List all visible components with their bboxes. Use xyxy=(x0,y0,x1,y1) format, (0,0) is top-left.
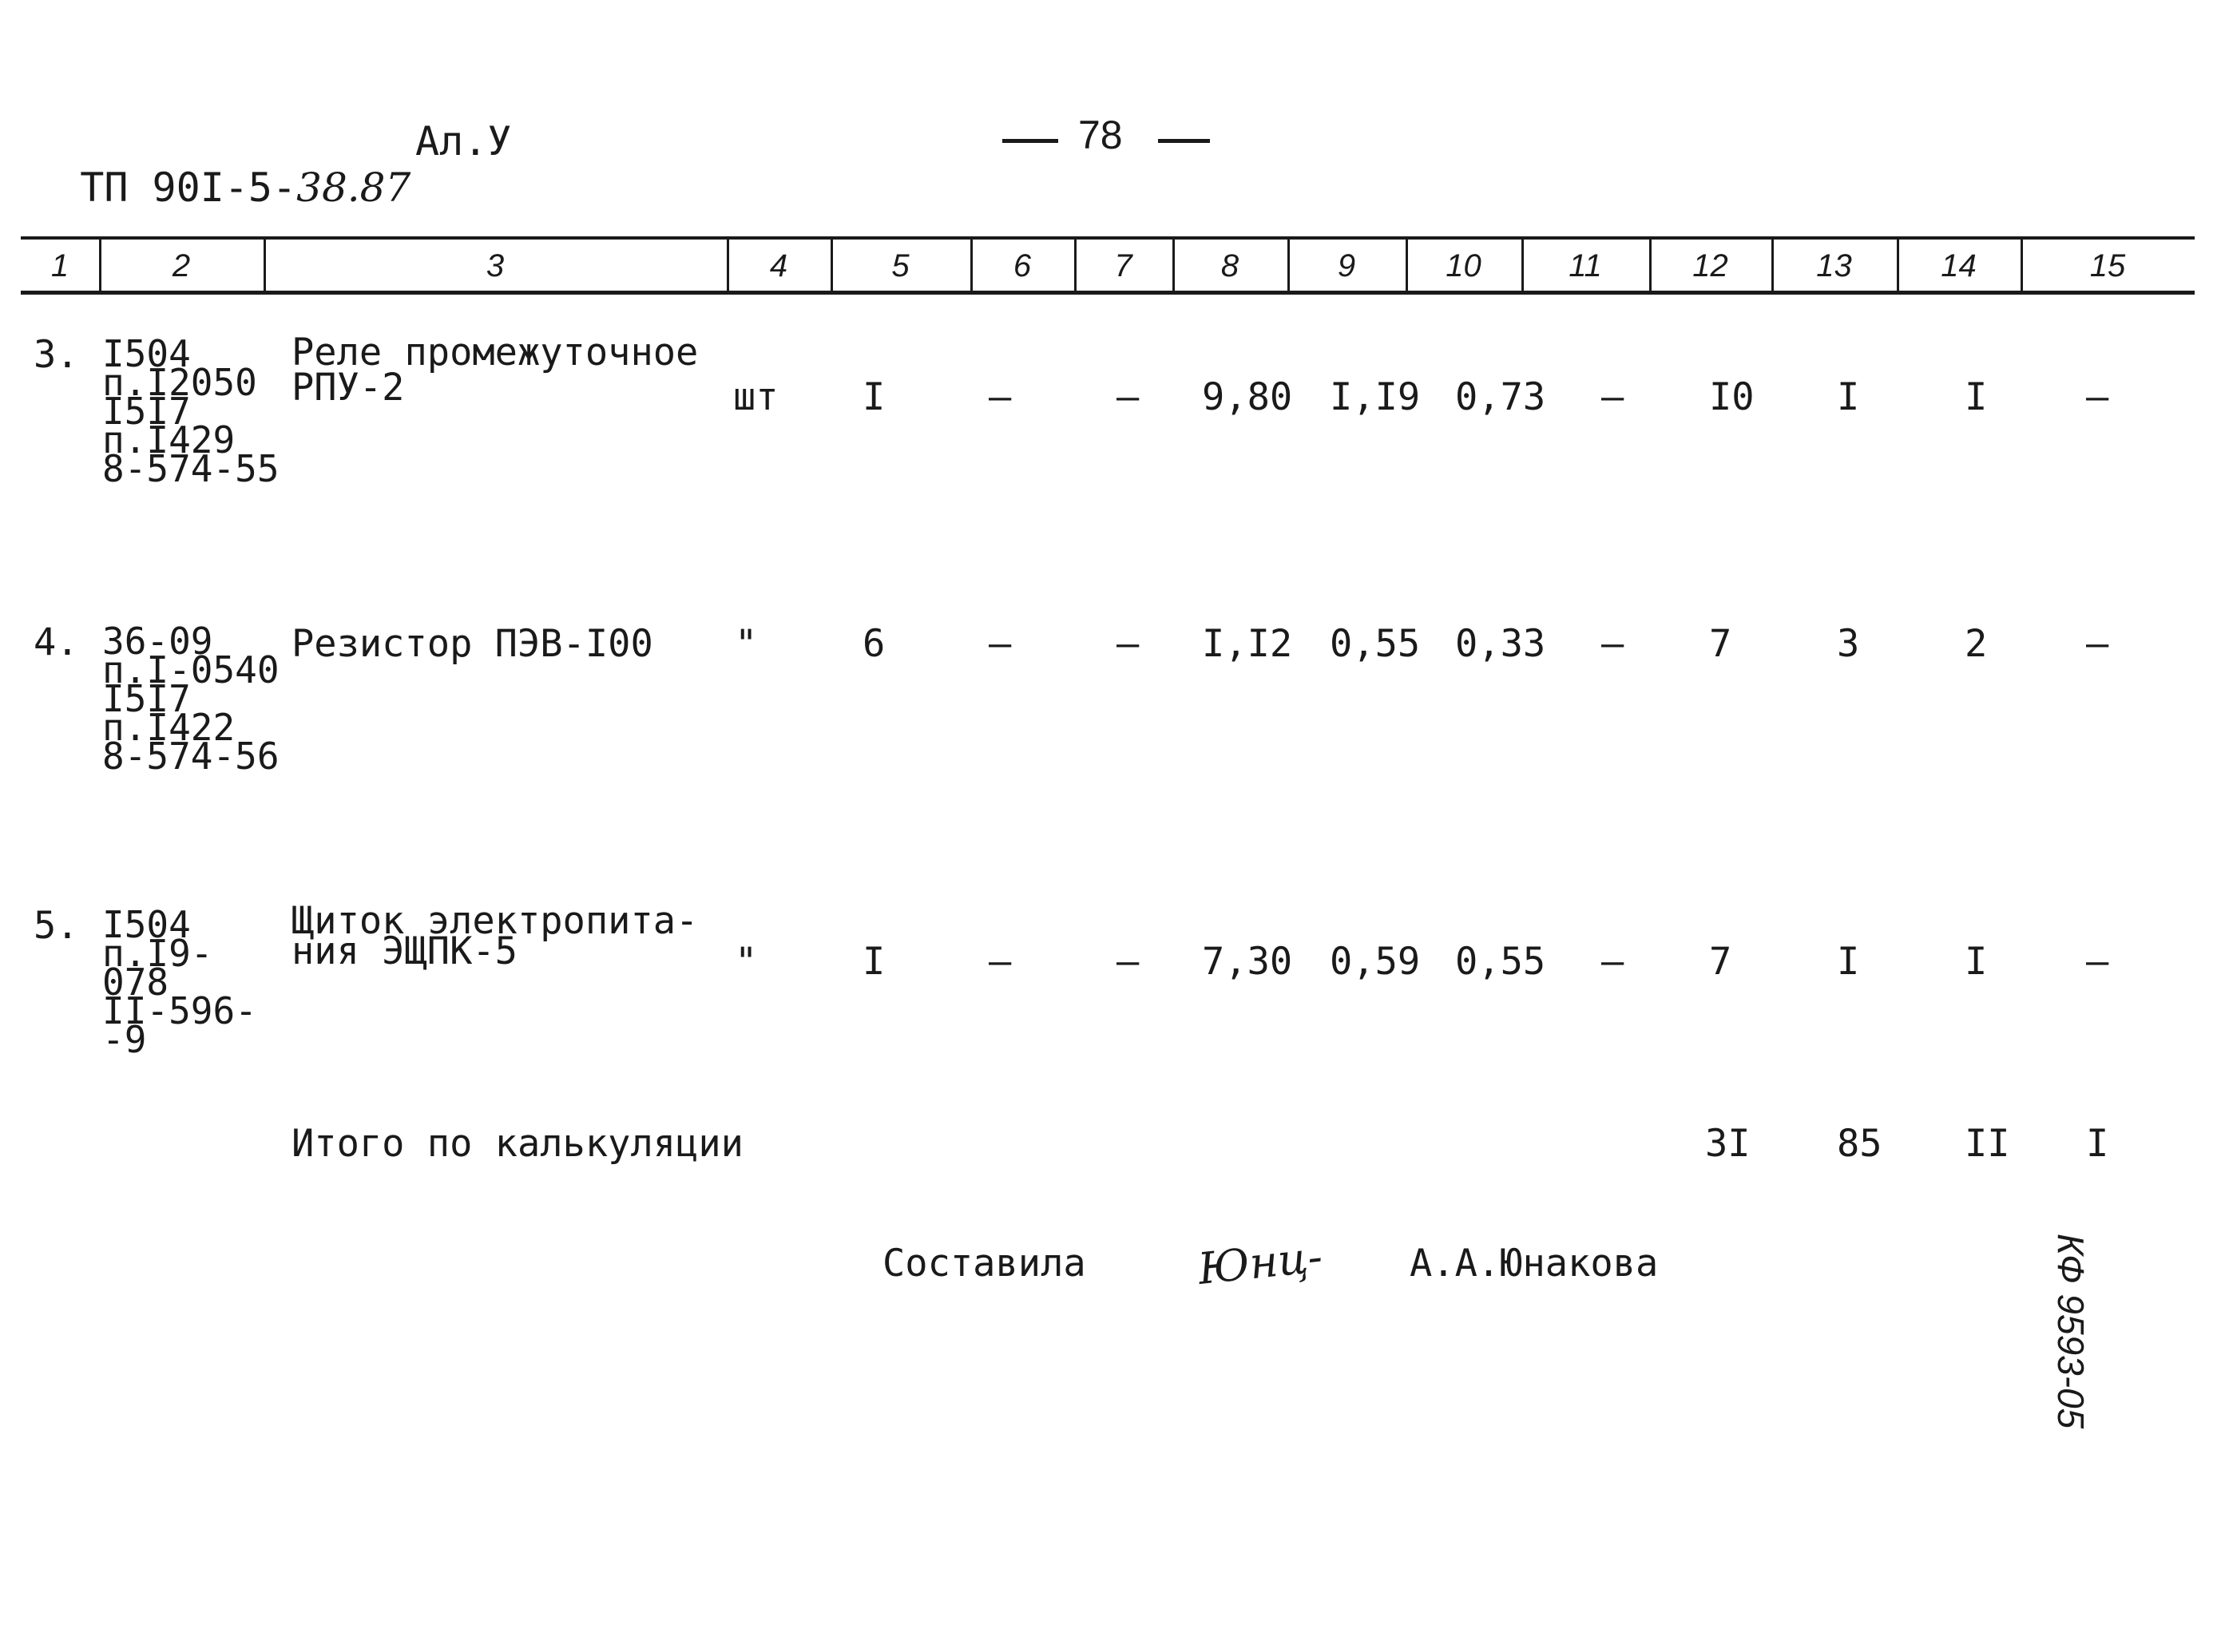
row-number: 3. xyxy=(34,333,79,377)
row-number: 4. xyxy=(34,620,79,664)
column-number: 3 xyxy=(486,248,505,283)
handwritten-signature: Юнц- xyxy=(1196,1231,1325,1294)
column-number: 15 xyxy=(2089,248,2126,283)
unit-cell: " xyxy=(735,940,758,984)
column-number: 14 xyxy=(1941,248,1977,283)
col-13-cell: 3 xyxy=(1837,622,1860,666)
album-label: Ал.У xyxy=(415,118,512,164)
total-col-13: 85 xyxy=(1837,1122,1882,1166)
col-10-cell: 0,33 xyxy=(1455,622,1546,666)
page-number-dash-right xyxy=(1158,139,1210,143)
column-number: 11 xyxy=(1569,248,1602,283)
unit-cell: шт xyxy=(733,375,779,419)
col-8-cell: 7,30 xyxy=(1202,940,1293,984)
col-6-cell: – xyxy=(989,622,1012,666)
total-label: Итого по калькуляции xyxy=(292,1122,744,1166)
col-10-cell: 0,73 xyxy=(1455,375,1546,419)
document-code xyxy=(32,118,410,211)
col-12-cell: 7 xyxy=(1709,622,1732,666)
page-number-dash-left xyxy=(1002,139,1058,143)
item-name: Реле промежуточное РПУ-2 xyxy=(292,331,699,410)
col-5-cell: I xyxy=(863,940,886,984)
total-col-15: I xyxy=(2086,1122,2109,1166)
column-number: 5 xyxy=(891,248,910,283)
item-code: 36-09 п.I-0540 I5I7 п.I422 8-574-56 xyxy=(102,620,280,778)
col-9-cell: 0,59 xyxy=(1330,940,1421,984)
unit-cell: " xyxy=(735,622,758,666)
compiler-name: А.А.Юнакова xyxy=(1410,1242,1659,1286)
col-5-cell: 6 xyxy=(863,622,886,666)
column-number: 10 xyxy=(1446,248,1481,283)
column-number: 8 xyxy=(1220,248,1239,283)
item-code: I504 п.I9- 078 II-596- -9 xyxy=(102,903,257,1061)
col-15-cell: – xyxy=(2086,622,2109,666)
col-6-cell: – xyxy=(989,375,1012,419)
col-14-cell: I xyxy=(1965,940,1988,984)
col-11-cell: – xyxy=(1601,622,1624,666)
column-number: 9 xyxy=(1337,248,1356,283)
archive-stamp: КФ 9593-05 xyxy=(2050,1234,2092,1429)
col-7-cell: – xyxy=(1116,375,1140,419)
col-11-cell: – xyxy=(1601,375,1624,419)
compiled-by-label: Составила xyxy=(882,1242,1086,1286)
col-15-cell: – xyxy=(2086,940,2109,984)
item-code: I504 п.I2050 I5I7 п.I429 8-574-55 xyxy=(102,332,280,490)
item-name: Щиток электропита- ния ЭЩПК-5 xyxy=(292,899,699,973)
col-14-cell: 2 xyxy=(1965,622,1988,666)
col-11-cell: – xyxy=(1601,940,1624,984)
col-13-cell: I xyxy=(1837,940,1860,984)
column-number: 12 xyxy=(1692,248,1728,283)
col-7-cell: – xyxy=(1116,940,1140,984)
item-name: Резистор ПЭВ-I00 xyxy=(292,622,653,666)
column-number: 4 xyxy=(769,248,788,283)
col-12-cell: I0 xyxy=(1709,375,1755,419)
col-12-cell: 7 xyxy=(1709,940,1732,984)
column-number: 13 xyxy=(1816,248,1852,283)
row-number: 5. xyxy=(34,904,79,948)
col-8-cell: I,I2 xyxy=(1202,622,1293,666)
col-7-cell: – xyxy=(1116,622,1140,666)
col-5-cell: I xyxy=(863,375,886,419)
col-10-cell: 0,55 xyxy=(1455,940,1546,984)
col-6-cell: – xyxy=(989,940,1012,984)
total-col-12: 3I xyxy=(1705,1122,1751,1166)
col-13-cell: I xyxy=(1837,375,1860,419)
col-15-cell: – xyxy=(2086,375,2109,419)
page-number: 78 xyxy=(1078,113,1123,157)
column-number: 7 xyxy=(1114,248,1132,283)
document-code-prefix: ТП 90I-5- xyxy=(80,164,297,211)
column-number: 6 xyxy=(1013,248,1032,283)
col-14-cell: I xyxy=(1965,375,1988,419)
col-8-cell: 9,80 xyxy=(1202,375,1293,419)
column-number: 1 xyxy=(50,248,69,283)
document-code-suffix: 38.87 xyxy=(296,164,411,211)
col-9-cell: I,I9 xyxy=(1330,375,1421,419)
col-9-cell: 0,55 xyxy=(1330,622,1421,666)
column-number: 2 xyxy=(172,248,191,283)
total-col-14: II xyxy=(1965,1122,2010,1166)
